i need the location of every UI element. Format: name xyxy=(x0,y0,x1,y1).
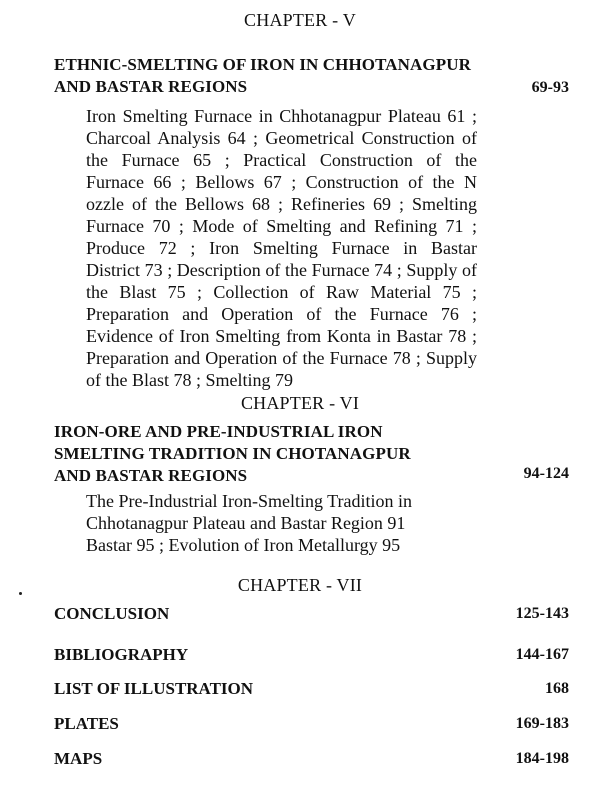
entry-maps-title: MAPS xyxy=(54,749,103,768)
chapter-5-contents-line: Furnace 70 ; Mode of Smelting and Refining 71 ; xyxy=(86,216,477,236)
chapter-5-contents-line: Produce 72 ; Iron Smelting Furnace in Bastar xyxy=(86,238,477,258)
chapter-5-contents-line: Iron Smelting Furnace in Chhotanagpur Plateau 61 ; xyxy=(86,106,477,126)
chapter-5-contents-line: Preparation and Operation of the Furnace 76 ; xyxy=(86,304,477,324)
chapter-5-title-line-2: AND BASTAR REGIONS xyxy=(54,77,248,96)
chapter-5-label: CHAPTER - V xyxy=(244,10,356,30)
chapter-5-contents-line: the Blast 75 ; Collection of Raw Material 75 ; xyxy=(86,282,477,302)
chapter-6-contents-line: Bastar 95 ; Evolution of Iron Metallurgy 95 xyxy=(86,535,401,555)
chapter-5-contents xyxy=(86,105,477,391)
chapter-5-contents-line: Charcoal Analysis 64 ; Geometrical Construction of xyxy=(86,128,477,148)
chapter-5-contents-line: of the Blast 78 ; Smelting 79 xyxy=(86,370,293,390)
chapter-6-contents-line: Chhotanagpur Plateau and Bastar Region 91 xyxy=(86,513,406,533)
chapter-5-contents-line: Furnace 66 ; Bellows 67 ; Construction of the N xyxy=(86,172,477,192)
entry-plates-pages: 169-183 xyxy=(515,715,569,732)
entry-list-of-illustration-title: LIST OF ILLUSTRATION xyxy=(54,679,254,698)
entry-list-of-illustration-pages: 168 xyxy=(545,680,569,697)
entry-conclusion-title: CONCLUSION xyxy=(54,604,170,623)
stray-mark xyxy=(19,592,22,595)
chapter-6-pages: 94-124 xyxy=(523,465,569,482)
chapter-6-title-line-1: IRON-ORE AND PRE-INDUSTRIAL IRON xyxy=(54,422,383,441)
chapter-5-title-line-1: ETHNIC-SMELTING OF IRON IN CHHOTANAGPUR xyxy=(54,55,471,74)
chapter-5-contents-line: Preparation and Operation of the Furnace 78 ; Supply xyxy=(86,348,477,368)
chapter-6-contents-line: The Pre-Industrial Iron-Smelting Tradition in xyxy=(86,491,412,511)
chapter-5-title xyxy=(54,54,471,98)
chapter-5-pages: 69-93 xyxy=(531,79,569,96)
chapter-5-contents-line: the Furnace 65 ; Practical Construction of the xyxy=(86,150,477,170)
chapter-6-title-line-3: AND BASTAR REGIONS xyxy=(54,466,248,485)
chapter-6-title xyxy=(54,421,411,487)
chapter-5-contents-line: ozzle of the Bellows 68 ; Refineries 69 ; Smelting xyxy=(86,194,477,214)
entry-plates-title: PLATES xyxy=(54,714,119,733)
chapter-7-label: CHAPTER - VII xyxy=(237,575,363,595)
chapter-5-contents-line: District 73 ; Description of the Furnace 74 ; Supply of xyxy=(86,260,477,280)
entry-conclusion-pages: 125-143 xyxy=(515,605,569,622)
chapter-6-label: CHAPTER - VI xyxy=(240,393,360,413)
entry-bibliography-pages: 144-167 xyxy=(515,646,569,663)
chapter-6-contents xyxy=(86,490,466,556)
entry-bibliography-title: BIBLIOGRAPHY xyxy=(54,645,189,664)
chapter-6-title-line-2: SMELTING TRADITION IN CHOTANAGPUR xyxy=(54,444,411,463)
chapter-5-contents-line: Evidence of Iron Smelting from Konta in Bastar 78 ; xyxy=(86,326,477,346)
entry-maps-pages: 184-198 xyxy=(515,750,569,767)
